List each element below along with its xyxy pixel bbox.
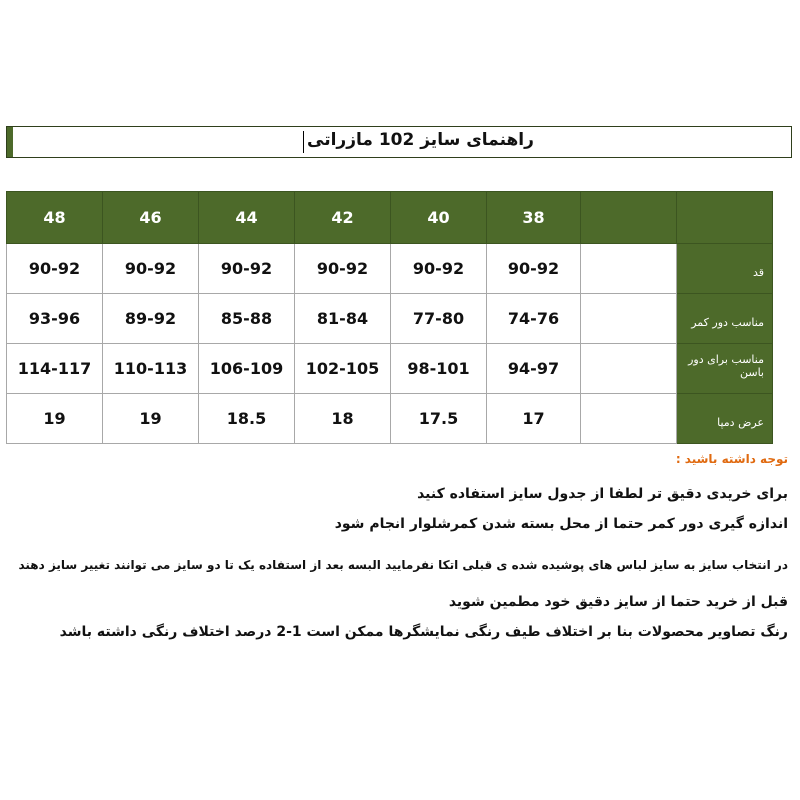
table-row (7, 294, 773, 344)
table-cell: 85-88 (199, 294, 295, 344)
table-cell: 93-96 (7, 294, 103, 344)
note-line: قبل از خرید حتما از سایز دقیق خود مطمین شوید (448, 594, 788, 610)
table-cell: 102-105 (295, 344, 391, 394)
header-spacer-cell (581, 192, 677, 244)
table-cell: 90-92 (7, 244, 103, 294)
title-bar (6, 126, 792, 158)
empty-cell (581, 244, 677, 294)
table-cell: 19 (103, 394, 199, 444)
table-cell: 77-80 (391, 294, 487, 344)
note-line: در انتخاب سایز به سایز لباس های پوشیده شده ی قبلی اتکا نفرمایید البسه بعد از استفاده یک تا دو سایز می توانند تغییر سایز دهند (18, 558, 788, 572)
note-line: رنگ تصاویر محصولات بنا بر اختلاف طیف رنگی نمایشگرها ممکن است 1-2 درصد اختلاف رنگی داشته باشد (59, 624, 788, 640)
empty-cell (581, 394, 677, 444)
table-cell: 18 (295, 394, 391, 444)
header-corner-cell (677, 192, 773, 244)
notes-heading: توجه داشته باشید : (675, 452, 788, 466)
table-cell: 18.5 (199, 394, 295, 444)
size-header-44: 44 (199, 192, 295, 244)
table-cell: 17 (487, 394, 581, 444)
table-cell: 81-84 (295, 294, 391, 344)
table-row (7, 394, 773, 444)
table-cell: 90-92 (487, 244, 581, 294)
table-cell: 90-92 (199, 244, 295, 294)
note-line: برای خریدی دقیق تر لطفا از جدول سایز استفاده کنید (417, 486, 788, 502)
note-line: اندازه گیری دور کمر حتما از محل بسته شدن کمرشلوار انجام شود (334, 516, 788, 532)
table-cell: 90-92 (295, 244, 391, 294)
table-cell: 90-92 (103, 244, 199, 294)
table-cell: 89-92 (103, 294, 199, 344)
table-cell: 94-97 (487, 344, 581, 394)
row-label: عرض دمپا (677, 394, 773, 444)
table-row (7, 344, 773, 394)
row-label: مناسب برای دور باسن (677, 344, 773, 394)
page-title: راهنمای سایز 102 مازراتی (307, 130, 534, 150)
table-cell: 17.5 (391, 394, 487, 444)
table-cell: 19 (7, 394, 103, 444)
table-header-row (7, 192, 773, 244)
text-caret (303, 131, 304, 153)
size-header-40: 40 (391, 192, 487, 244)
size-header-42: 42 (295, 192, 391, 244)
table-cell: 110-113 (103, 344, 199, 394)
row-label: قد (677, 244, 773, 294)
size-header-48: 48 (7, 192, 103, 244)
title-accent-stripe (7, 127, 13, 157)
table-cell: 98-101 (391, 344, 487, 394)
table-cell: 90-92 (391, 244, 487, 294)
empty-cell (581, 294, 677, 344)
empty-cell (581, 344, 677, 394)
size-guide-table (6, 191, 773, 444)
table-cell: 114-117 (7, 344, 103, 394)
table-cell: 74-76 (487, 294, 581, 344)
row-label: مناسب دور کمر (677, 294, 773, 344)
size-header-46: 46 (103, 192, 199, 244)
size-header-38: 38 (487, 192, 581, 244)
table-row (7, 244, 773, 294)
table-cell: 106-109 (199, 344, 295, 394)
